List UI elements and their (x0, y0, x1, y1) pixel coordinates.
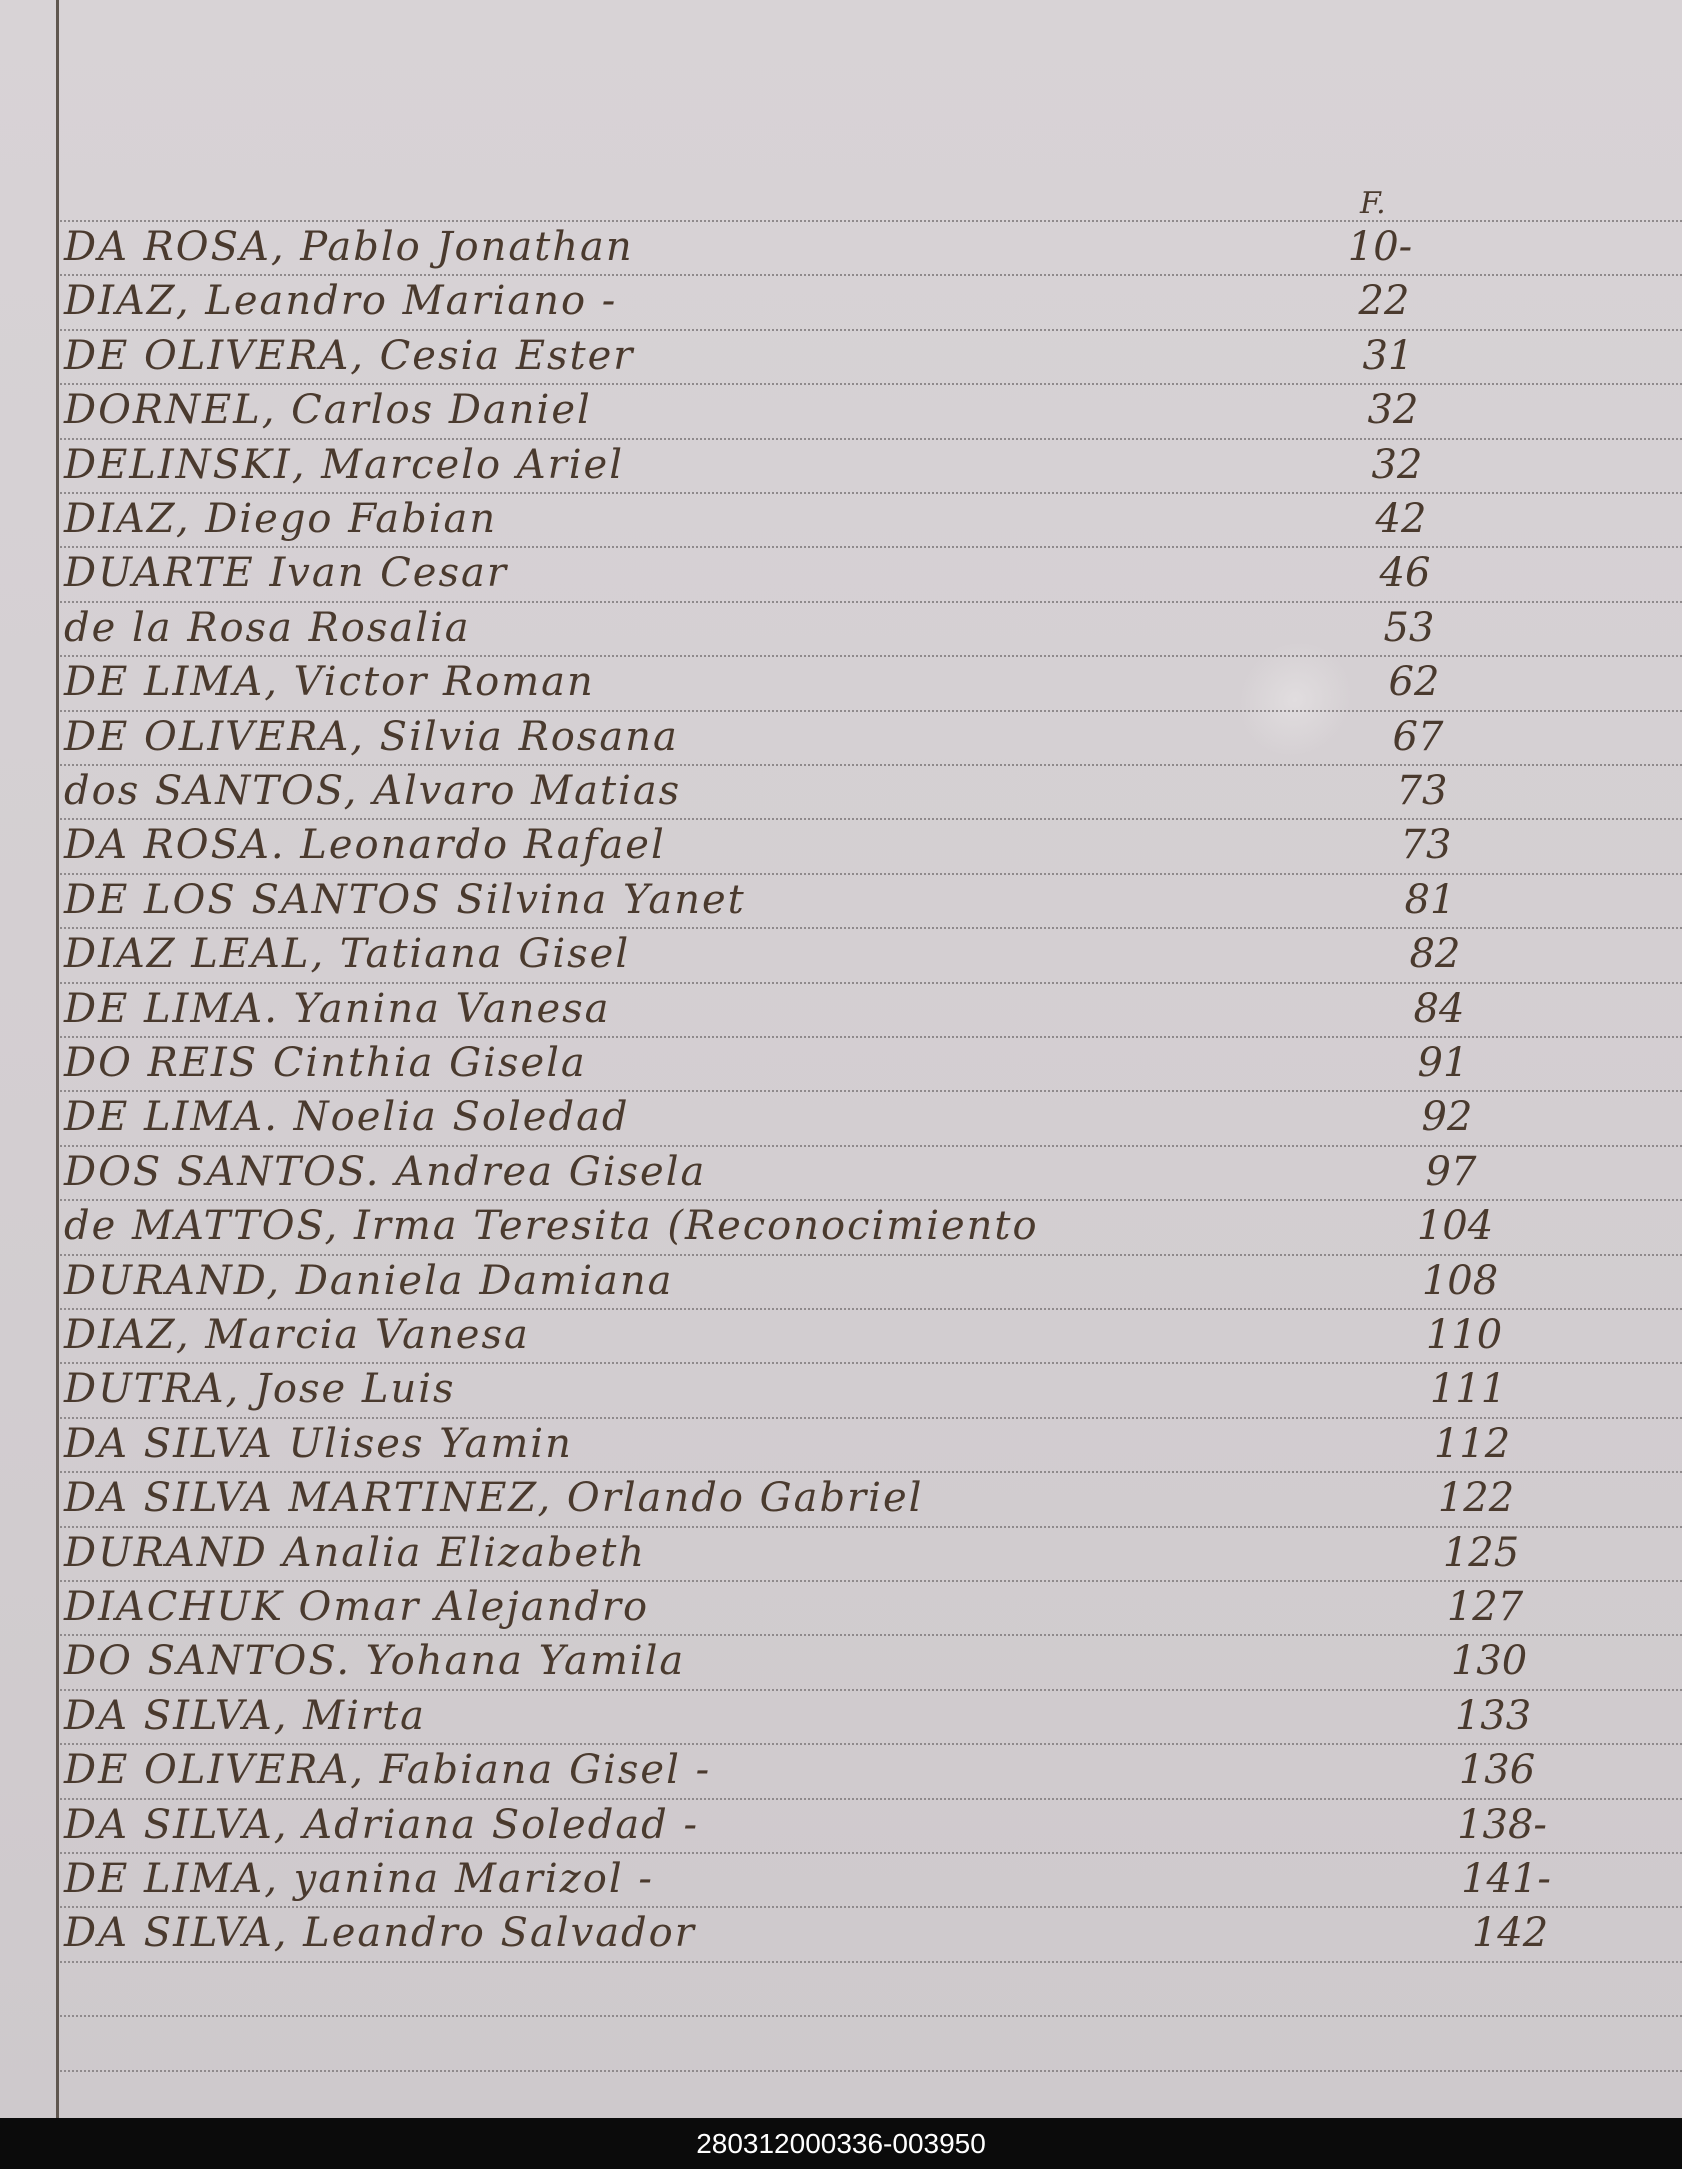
entry-name: DOS SANTOS. Andrea Gisela (64, 1149, 707, 1195)
entry-page-number: 110 (1425, 1312, 1503, 1358)
index-entry (0, 710, 1682, 766)
index-entry (0, 1471, 1682, 1527)
entry-name: DE OLIVERA, Cesia Ester (64, 333, 635, 379)
index-entry (0, 1634, 1682, 1690)
index-entry (0, 1852, 1682, 1908)
entry-page-number: 122 (1437, 1475, 1515, 1521)
entry-name: DURAND Analia Elizabeth (64, 1530, 647, 1576)
entry-page-number: 97 (1425, 1149, 1477, 1195)
index-entry (0, 329, 1682, 385)
index-entry (0, 873, 1682, 929)
index-entry (0, 383, 1682, 439)
entry-name: DA SILVA MARTINEZ, Orlando Gabriel (64, 1475, 924, 1521)
entry-page-number: 104 (1416, 1203, 1494, 1249)
index-entry (0, 1906, 1682, 1962)
entry-name: DO REIS Cinthia Gisela (64, 1040, 587, 1086)
entry-page-number: 73 (1400, 822, 1452, 868)
index-entry (0, 818, 1682, 874)
index-entry (0, 982, 1682, 1038)
entry-name: DA SILVA, Mirta (64, 1693, 426, 1739)
entry-page-number: 142 (1471, 1910, 1549, 1956)
entry-page-number: 130 (1450, 1638, 1528, 1684)
entry-name: DIAZ, Leandro Mariano - (64, 278, 618, 324)
entry-name: DURAND, Daniela Damiana (64, 1258, 674, 1304)
entry-name: DIAZ, Marcia Vanesa (64, 1312, 530, 1358)
entry-page-number: 62 (1388, 659, 1440, 705)
entry-page-number: 32 (1367, 387, 1419, 433)
entry-page-number: 42 (1375, 496, 1427, 542)
entry-name: DE LIMA, yanina Marizol - (64, 1856, 654, 1902)
entry-page-number: 111 (1429, 1366, 1507, 1412)
entry-page-number: 67 (1392, 714, 1444, 760)
entry-page-number: 53 (1383, 605, 1435, 651)
index-entry (0, 655, 1682, 711)
entry-page-number: 141- (1461, 1856, 1551, 1902)
entry-name: DIACHUK Omar Alejandro (64, 1584, 650, 1630)
index-entry (0, 546, 1682, 602)
entry-name: de MATTOS, Irma Teresita (Reconocimiento (64, 1203, 1039, 1249)
entry-name: DE LOS SANTOS Silvina Yanet (64, 877, 746, 923)
entry-page-number: 84 (1413, 986, 1465, 1032)
index-entry (0, 1254, 1682, 1310)
entry-page-number: 136 (1458, 1747, 1536, 1793)
index-entry (0, 764, 1682, 820)
entry-name: DE LIMA, Victor Roman (64, 659, 595, 705)
entry-name: DE LIMA. Noelia Soledad (64, 1094, 630, 1140)
image-id-footer: 280312000336-003950 (0, 2118, 1682, 2169)
index-entry (0, 927, 1682, 983)
entry-page-number: 31 (1362, 333, 1414, 379)
entry-page-number: 92 (1421, 1094, 1473, 1140)
index-entry (0, 1526, 1682, 1582)
index-entry (0, 492, 1682, 548)
index-entry (0, 1580, 1682, 1636)
page-column-header: F. (1360, 186, 1386, 221)
ruled-line (60, 2070, 1682, 2072)
index-entry (0, 1308, 1682, 1364)
entry-name: DIAZ LEAL, Tatiana Gisel (64, 931, 631, 977)
entry-name: DUTRA, Jose Luis (64, 1366, 456, 1412)
entry-page-number: 133 (1454, 1693, 1532, 1739)
entry-name: DA SILVA, Adriana Soledad - (64, 1802, 699, 1848)
entry-page-number: 138- (1457, 1802, 1547, 1848)
entry-page-number: 32 (1371, 442, 1423, 488)
entry-name: dos SANTOS, Alvaro Matias (64, 768, 682, 814)
entry-page-number: 46 (1379, 550, 1431, 596)
entry-page-number: 10- (1347, 224, 1413, 270)
index-entry (0, 1145, 1682, 1201)
entry-page-number: 73 (1396, 768, 1448, 814)
entry-page-number: 127 (1446, 1584, 1524, 1630)
entry-page-number: 81 (1404, 877, 1456, 923)
entry-name: DA SILVA, Leandro Salvador (64, 1910, 696, 1956)
entry-page-number: 82 (1409, 931, 1461, 977)
entry-name: DA ROSA, Pablo Jonathan (64, 224, 634, 270)
entry-name: DUARTE Ivan Cesar (64, 550, 508, 596)
index-entry (0, 1798, 1682, 1854)
index-entry (0, 274, 1682, 330)
entry-name: DELINSKI, Marcelo Ariel (64, 442, 625, 488)
entry-name: DE OLIVERA, Silvia Rosana (64, 714, 679, 760)
entry-page-number: 91 (1417, 1040, 1469, 1086)
index-entry (0, 1689, 1682, 1745)
entry-name: DE OLIVERA, Fabiana Gisel - (64, 1747, 712, 1793)
index-entry (0, 438, 1682, 494)
index-entry (0, 601, 1682, 657)
entry-name: DIAZ, Diego Fabian (64, 496, 498, 542)
entry-page-number: 112 (1433, 1421, 1511, 1467)
entry-name: DO SANTOS. Yohana Yamila (64, 1638, 686, 1684)
index-entry (0, 1417, 1682, 1473)
entry-page-number: 108 (1421, 1258, 1499, 1304)
index-entry (0, 1090, 1682, 1146)
entry-name: DA ROSA. Leonardo Rafael (64, 822, 666, 868)
index-entry (0, 1743, 1682, 1799)
entry-name: DORNEL, Carlos Daniel (64, 387, 592, 433)
index-entry (0, 220, 1682, 276)
entry-name: de la Rosa Rosalia (64, 605, 471, 651)
entry-page-number: 22 (1358, 278, 1410, 324)
entry-name: DE LIMA. Yanina Vanesa (64, 986, 611, 1032)
entry-page-number: 125 (1442, 1530, 1520, 1576)
index-entry (0, 1036, 1682, 1092)
index-entry (0, 1362, 1682, 1418)
ruled-line (60, 2015, 1682, 2017)
index-entry (0, 1199, 1682, 1255)
entry-name: DA SILVA Ulises Yamin (64, 1421, 573, 1467)
